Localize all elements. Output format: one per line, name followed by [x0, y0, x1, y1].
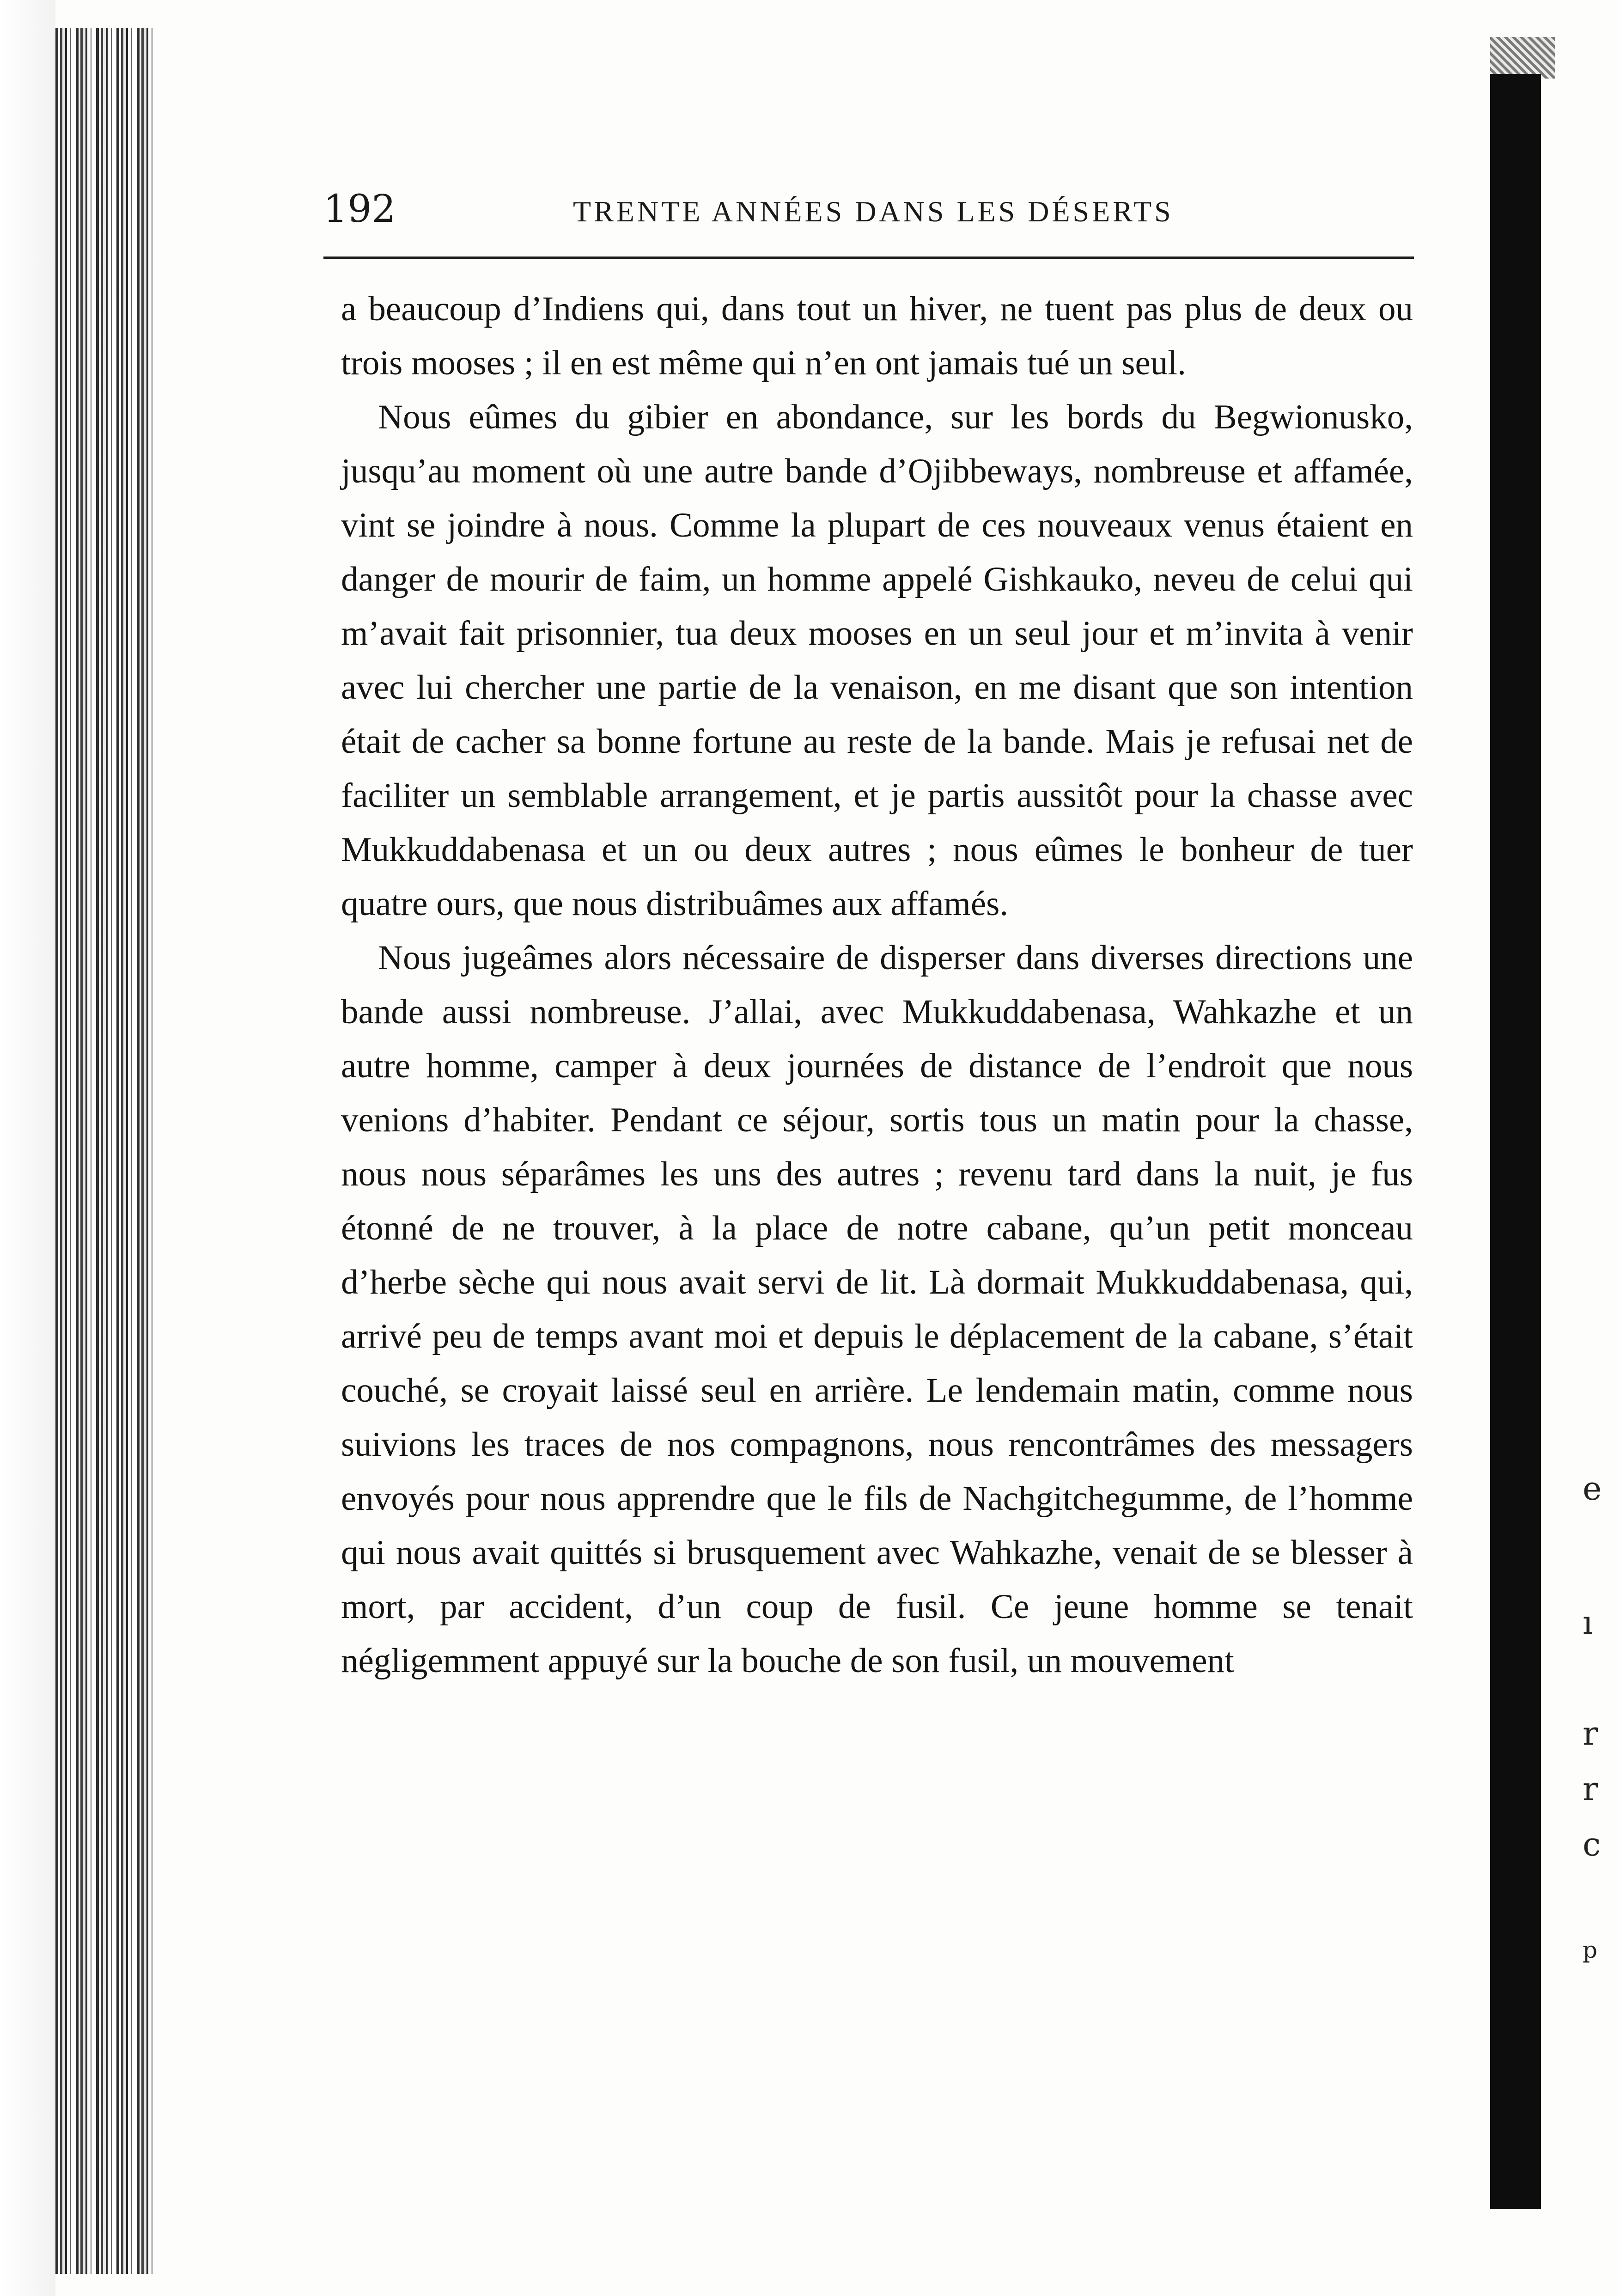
page-number: 192	[323, 187, 396, 231]
right-edge-noise	[1490, 37, 1555, 79]
margin-fragment: r	[1583, 1770, 1598, 1808]
margin-fragment: p	[1583, 1936, 1598, 1963]
paragraph: Nous jugeâmes alors nécessaire de disperser dans diverses directions une bande aussi nombreuse. J’allai, avec Mukkuddabenasa, Wahkazhe et un autre homme, camper à deux journées de distance de l’endroit que nous venions d’habiter. Pendant ce séjour, sortis tous un matin pour la chasse, nous nous séparâmes les uns des autres ; revenu tard dans la nuit, je fus étonné de ne trouver, à la place de notre cabane, qu’un petit monceau d’herbe sèche qui nous avait servi de lit. Là dormait Mukkuddabenasa, qui, arrivé peu de temps avant moi et depuis le déplacement de la cabane, s’était couché, se croyait laissé seul en arrière. Le lendemain matin, comme nous suivions les traces de nos compagnons, nous rencontrâmes des messagers envoyés pour nous apprendre que le fils de Nachgitchegumme, de l’homme qui nous avait quittés si brusquement avec Wahkazhe, venait de se blesser à mort, par accident, d’un coup de fusil. Ce jeune homme se tenait négligemment appuyé sur la bouche de son fusil, un mouvement	[341, 939, 1413, 1680]
margin-fragment: r	[1583, 1715, 1598, 1753]
margin-fragment: e	[1583, 1470, 1602, 1508]
running-title: TRENTE ANNÉES DANS LES DÉSERTS	[573, 195, 1174, 228]
right-binding-edge	[1490, 74, 1541, 2209]
paragraph-continuation: a beaucoup d’Indiens qui, dans tout un hiver, ne tuent pas plus de deux ou trois mooses ; il en est même qui n’en ont jamais tué un seul.	[341, 290, 1413, 382]
header-rule	[323, 256, 1414, 259]
left-margin-shadow	[0, 0, 55, 2296]
paragraph: Nous eûmes du gibier en abondance, sur les bords du Begwionusko, jusqu’au moment où une autre bande d’Ojibbeways, nombreuse et affamée, vint se joindre à nous. Comme la plupart de ces nouveaux venus étaient en danger de mourir de faim, un homme appelé Gishkauko, neveu de celui qui m’avait fait prisonnier, tua deux mooses en un seul jour et m’invita à venir avec lui chercher une partie de la venaison, en me disant que son intention était de cacher sa bonne fortune au reste de la bande. Mais je refusai net de faciliter un semblable arrangement, et je partis aussitôt pour la chasse avec Mukkuddabenasa et un ou deux autres ; nous eûmes le bonheur de tuer quatre ours, que nous distribuâmes aux affamés.	[341, 398, 1413, 923]
margin-fragment: c	[1583, 1826, 1601, 1863]
body-text	[341, 282, 1413, 1688]
running-head	[323, 187, 1414, 243]
left-binding-edge	[55, 28, 152, 2274]
margin-fragment: ı	[1583, 1604, 1593, 1642]
